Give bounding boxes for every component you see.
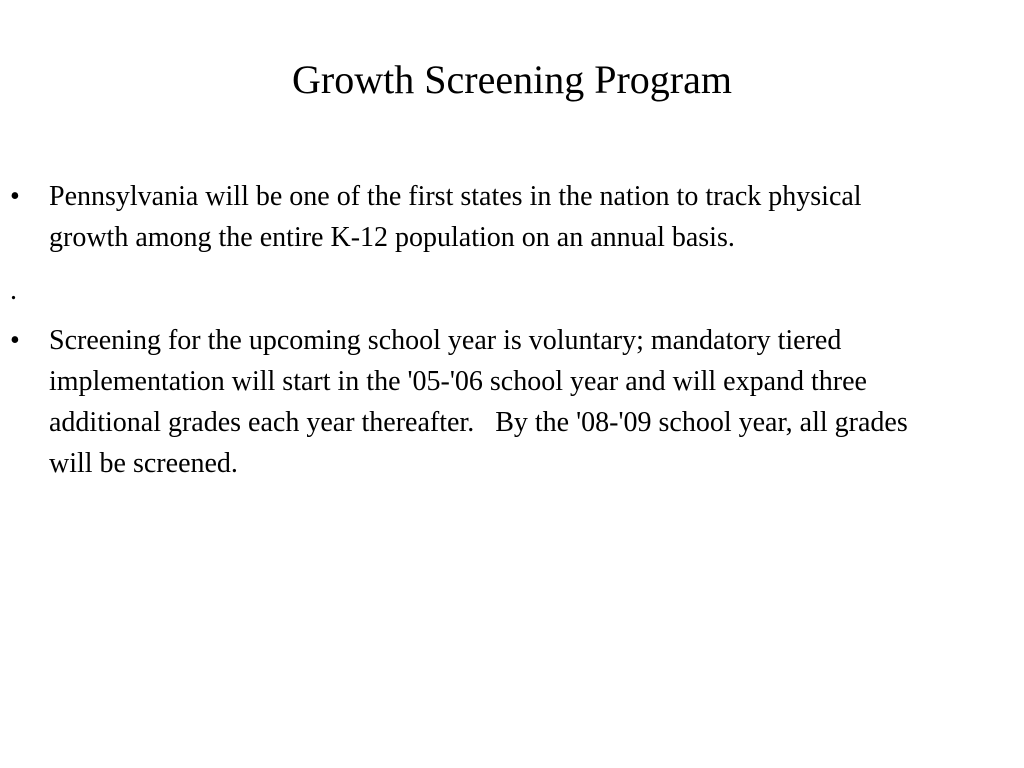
bullet-item bbox=[0, 320, 1024, 484]
bullet-item bbox=[0, 176, 1024, 258]
bullet-item-period bbox=[0, 270, 1024, 311]
period-marker: . bbox=[10, 275, 17, 306]
slide-title: Growth Screening Program bbox=[292, 57, 732, 102]
bullet-text: Pennsylvania will be one of the first states in the nation to track physical growth among the entire K-12 population on an annual basis. bbox=[49, 181, 862, 253]
bullet-marker: • bbox=[10, 325, 20, 356]
bullet-marker: • bbox=[10, 181, 20, 212]
bullet-list bbox=[0, 176, 1024, 484]
bullet-text: Screening for the upcoming school year is voluntary; mandatory tiered implementation will start in the '05-'06 school year and will expand three additional grades each year thereafter. By the '08-'09 school year, all grades will be screened. bbox=[49, 325, 915, 479]
